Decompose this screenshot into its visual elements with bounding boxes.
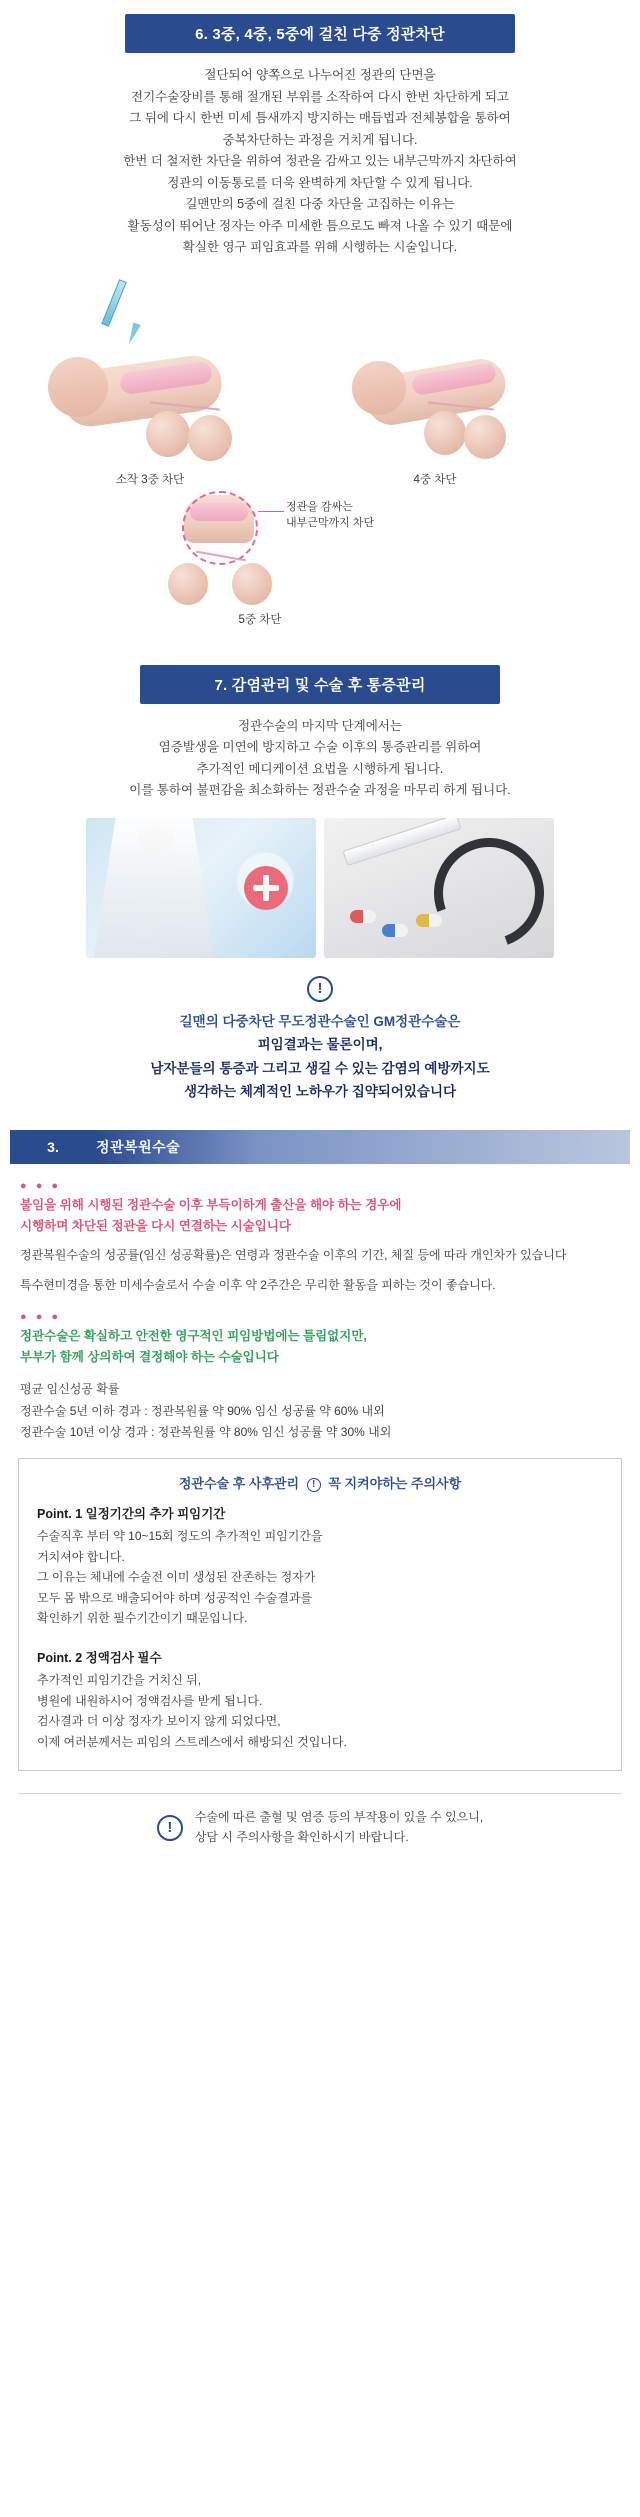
lead-2-line-2: 부부가 함께 상의하여 결정해야 하는 수술입니다 (20, 1349, 279, 1364)
pill-shape-3 (416, 914, 442, 927)
exclamation-icon-footer: ! (157, 1815, 183, 1841)
testicle-left-shape-3 (168, 563, 208, 605)
aftercare-title-left: 정관수술 후 사후관리 (178, 1476, 300, 1492)
section-6-header: 6. 3중, 4중, 5중에 걸친 다중 정관차단 (125, 14, 515, 53)
dots-marker-1: ● ● ● (20, 1180, 62, 1192)
footer-line-2: 상담 시 주의사항을 확인하시기 바랍니다. (194, 1829, 409, 1844)
emphasis-line-3: 남자분들의 통증과 그리고 생길 수 있는 감염의 예방까지도 (150, 1060, 490, 1076)
stethoscope-icon (416, 819, 554, 957)
testicle-left-shape-2 (424, 411, 466, 455)
caption-3-layer: 소작 3중 차단 (115, 473, 185, 486)
section-3-para-1: 정관복원수술의 성공률(임신 성공확률)은 연령과 정관수술 이후의 기간, 체질 등에 따라 개인차가 있습니다 (20, 1248, 567, 1263)
section-7-line-2: 염증발생을 미연에 방지하고 수술 이후의 통증관리를 위하여 (158, 740, 482, 754)
testicle-right-shape-3 (232, 563, 272, 605)
aftercare-box (18, 1458, 622, 1771)
section-7-line-3: 추가적인 메디케이션 요법을 시행하게 됩니다. (196, 761, 444, 776)
point-1-line-3: 그 이유는 체내에 수술전 이미 생성된 잔존하는 정자가 (37, 1570, 316, 1585)
section-7-header: 7. 감염관리 및 수술 후 통증관리 (140, 665, 500, 704)
aftercare-box-title (37, 1473, 603, 1492)
dots-marker-2: ● ● ● (20, 1311, 62, 1324)
section-3-lead-2 (20, 1326, 620, 1367)
section-6-line-1: 절단되어 양쪽으로 나누어진 정관의 단면을 (204, 68, 436, 82)
aftercare-point-1 (37, 1504, 603, 1628)
aftercare-title-right: 꼭 지켜야하는 주의사항 (328, 1476, 462, 1492)
point-1-line-5: 확인하기 위한 필수기간이기 때문입니다. (37, 1611, 248, 1626)
annotation-leader-line (258, 511, 284, 512)
stat-line-2: 정관수술 10년 이상 경과 : 정관복원률 약 80% 임신 성공률 약 30% 내외 (20, 1425, 392, 1440)
section-6-line-8: 활동성이 뛰어난 정자는 아주 미세한 틈으로도 빠져 나올 수 있기 때문에 (127, 218, 513, 233)
section-6-line-4: 중복차단하는 과정을 거치게 됩니다. (222, 132, 418, 147)
testicle-right-shape (188, 415, 232, 461)
point-spacer (37, 1628, 603, 1642)
emphasis-line-1: 길맨의 다중차단 무도정관수술인 GM정관수술은 (179, 1013, 461, 1029)
section-6-line-6: 정관의 이동통로를 더욱 완벽하게 차단할 수 있게 됩니다. (167, 175, 473, 190)
section-3-para-2: 특수현미경을 통한 미세수술로서 수술 이후 약 2주간은 무리한 활동을 피하는 것이 좋습니다. (20, 1277, 496, 1292)
point-1-body (37, 1526, 603, 1628)
section-7-line-1: 정관수술의 마지막 단계에서는 (238, 718, 402, 733)
footer-notice (0, 1794, 640, 1848)
caption-4-layer: 4중 차단 (413, 473, 457, 486)
testicle-right-shape-2 (464, 415, 506, 459)
annotation-line-1: 정관을 감싸는 (286, 500, 353, 513)
syringe-icon (342, 818, 461, 866)
caption-5-layer: 5중 차단 (238, 613, 282, 626)
testicle-left-shape (146, 411, 190, 457)
lead-1-line-1: 불임을 위해 시행된 정관수술 이후 부득이하게 출산을 해야 하는 경우에 (20, 1198, 402, 1212)
hex-shape-1 (104, 884, 134, 918)
point-1-line-2: 거치셔야 합니다. (37, 1549, 125, 1564)
point-2-body (37, 1670, 603, 1752)
section-3-content (0, 1180, 640, 1442)
vasectomy-illustration-group (0, 271, 640, 626)
emphasis-line-4: 생각하는 체계적인 노하우가 집약되어있습니다 (183, 1084, 457, 1100)
doctor-hologram-photo (86, 818, 316, 958)
section-7-line-4: 이를 통하여 불편감을 최소화하는 정관수술 과정을 마무리 하게 됩니다. (129, 783, 511, 797)
annotation-text (286, 499, 374, 532)
emphasis-line-2: 피임결과는 물론이며, (257, 1037, 383, 1053)
hex-shape-2 (130, 910, 160, 944)
emphasis-block (0, 1002, 640, 1105)
section-3-lead-1 (20, 1195, 620, 1236)
section-6-body (0, 53, 640, 259)
section-3-number: 3. (47, 1139, 59, 1155)
exclamation-small-icon: ! (307, 1478, 321, 1492)
zoom-highlight-circle (182, 491, 258, 565)
section-7-body (0, 704, 640, 802)
stethoscope-syringe-pills-photo (324, 818, 554, 958)
annotation-line-2: 내부근막까지 차단 (286, 517, 375, 529)
point-1-line-4: 모두 몸 밖으로 배출되어야 하며 성공적인 수술결과를 (37, 1590, 313, 1605)
lead-1-line-2: 시행하며 차단된 정관을 다시 연결하는 시술입니다 (20, 1218, 291, 1233)
lead-2-line-1: 정관수술은 확실하고 안전한 영구적인 피임방법에는 틀림없지만, (20, 1329, 367, 1344)
point-2-heading: Point. 2 정액검사 필수 (37, 1651, 162, 1666)
point-2-line-2: 병원에 내원하시어 정액검사를 받게 됩니다. (37, 1693, 263, 1708)
cautery-needle-icon (101, 279, 126, 327)
section-6-line-2: 전기수술장비를 통해 절개된 부위를 소작하여 다시 한번 차단하게 되고 (131, 89, 509, 104)
medical-cross-icon (244, 866, 288, 910)
point-2-line-4: 이제 여러분께서는 피임의 스트레스에서 해방되신 것입니다. (37, 1734, 347, 1749)
footer-line-1: 수술에 따른 출혈 및 염증 등의 부작용이 있을 수 있으니, (194, 1809, 484, 1824)
pill-shape-1 (350, 910, 376, 923)
section-3-header (10, 1130, 630, 1164)
needle-tip-icon (125, 322, 141, 345)
stat-title: 평균 임신성공 확률 (20, 1382, 120, 1397)
section-3-title: 정관복원수술 (96, 1139, 181, 1155)
hex-shape-3 (160, 888, 190, 922)
point-1-heading: Point. 1 일정기간의 추가 피임기간 (37, 1507, 226, 1522)
section-6-line-5: 한번 더 철저한 차단을 위하여 정관을 감싸고 있는 내부근막까지 차단하여 (123, 154, 517, 168)
page-root (0, 14, 640, 1868)
point-2-line-1: 추가적인 피임기간을 거치신 뒤, (37, 1673, 202, 1688)
aftercare-point-2 (37, 1648, 603, 1752)
footer-text (195, 1808, 483, 1848)
section-6-line-9: 확실한 영구 피임효과를 위해 시행하는 시술입니다. (182, 240, 458, 254)
exclamation-icon: ! (307, 976, 333, 1002)
section-7-photos (0, 818, 640, 958)
pill-shape-2 (382, 924, 408, 937)
section-6-line-3: 그 뒤에 다시 한번 미세 틈새까지 방지하는 매듭법과 전체봉합을 통하여 (129, 111, 511, 125)
section-6-line-7: 길맨만의 5중에 걸친 다중 차단을 고집하는 이유는 (185, 197, 455, 211)
point-2-line-3: 검사결과 더 이상 정자가 보이지 않게 되었다면, (37, 1714, 281, 1729)
stat-line-1: 정관수술 5년 이하 경과 : 정관복원률 약 90% 임신 성공률 약 60% 내외 (20, 1403, 385, 1418)
doctor-figure (138, 824, 174, 854)
point-1-line-1: 수술직후 부터 약 10~15회 정도의 추가적인 피임기간을 (37, 1529, 323, 1544)
